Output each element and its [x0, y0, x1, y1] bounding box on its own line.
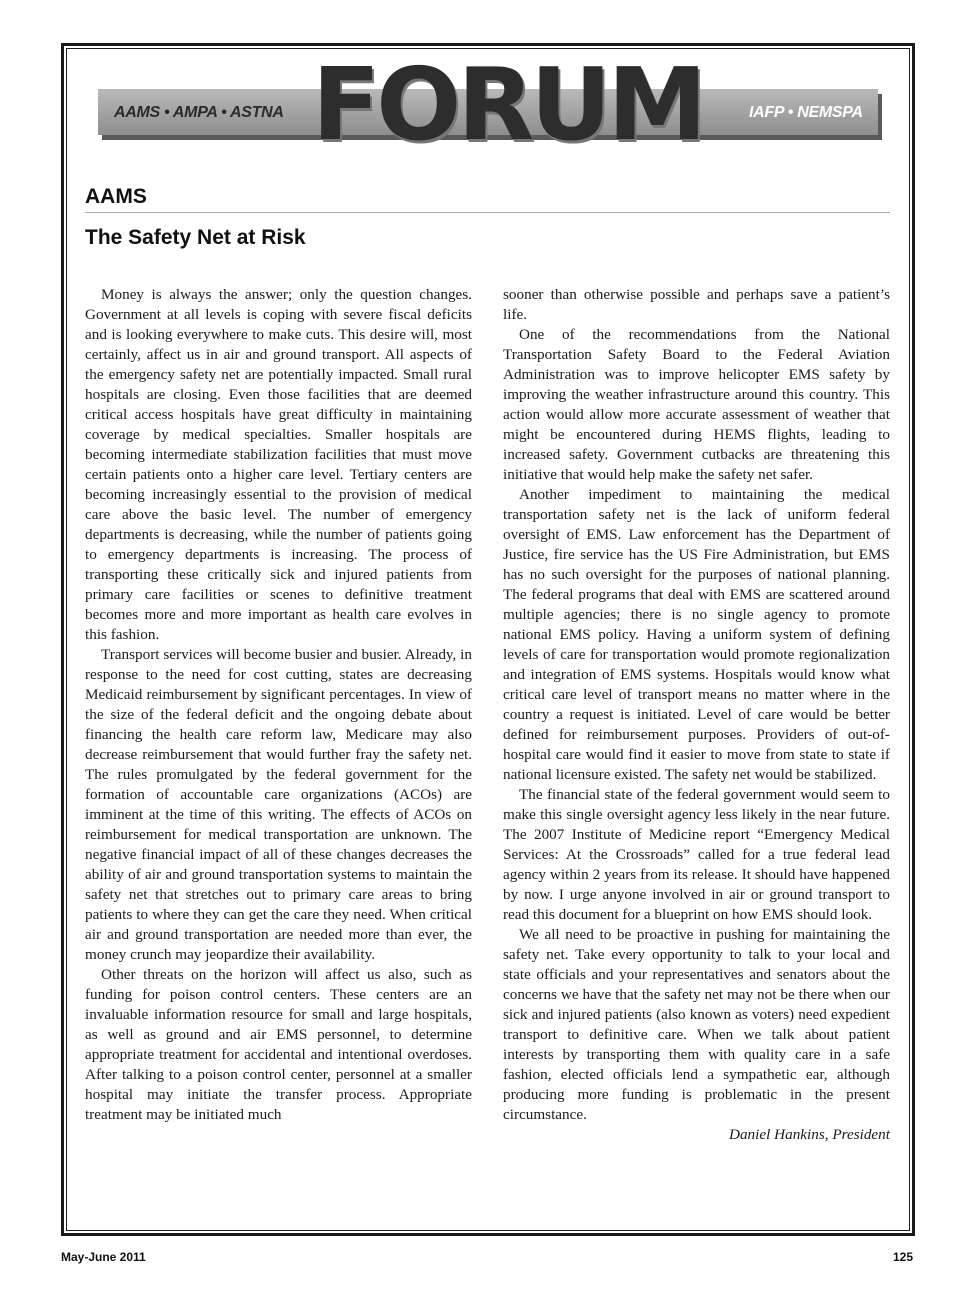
heading-divider	[85, 212, 890, 213]
banner-left-orgs: AAMS • AMPA • ASTNA	[114, 104, 284, 121]
banner-right-orgs: IAFP • NEMSPA	[749, 104, 863, 121]
forum-title: FORUM	[312, 46, 704, 163]
paragraph: Money is always the answer; only the question changes. Government at all levels is coping with severe fiscal deficits and is looking everywhere to make cuts. This desire will, most certainly, affect us in air and ground transport. All aspects of the emergency safety net are potentially impacted. Small rural hospitals are closing. Even those facilities that are deemed critical access hospitals have great difficulty in maintaining coverage by medical specialties. Smaller hospitals are becoming intermediate stabilization facilities that must move certain patients onto a higher care level. Tertiary centers are becoming increasingly essential to the provision of medical care above the basic level. The number of emergency departments is decreasing, while the number of patients going to emergency departments is increasing. The process of transporting these critically sick and injured patients from primary care facilities or scenes to definitive treatment becomes more and more important as health care evolves in this fashion.	[85, 286, 472, 643]
page-number: 125	[893, 1250, 914, 1264]
paragraph: The financial state of the federal government would seem to make this single oversight agency less likely in the near future. The 2007 Institute of Medicine report “Emergency Medical Services: At the Crossroads” called for a true federal lead agency within 2 years from its release. It should have happened by now. I urge anyone involved in air or ground transport to read this document for a blueprint on how EMS should look.	[503, 786, 890, 923]
paragraph-continuation: sooner than otherwise possible and perhaps save a patient’s life.	[503, 286, 890, 323]
paragraph: Another impediment to maintaining the medical transportation safety net is the lack of uniform federal oversight of EMS. Law enforcement has the Department of Justice, fire service has the US Fire Administration, but EMS has no such oversight for the purposes of national planning. The federal programs that deal with EMS are scattered around multiple agencies; there is no single agency to promote national EMS policy. Having a uniform system of defining levels of care for transportation would promote regionalization and integration of EMS systems. Hospitals would know what critical care level of transport means no matter where in the country a request is initiated. Level of care would be better defined for reimbursement purposes. Providers of out-of-hospital care would find it easier to move from state to state if national licensure existed. The safety net would be stabilized.	[503, 486, 890, 783]
author-signature: Daniel Hankins, President	[729, 1126, 890, 1143]
article-column-right	[503, 285, 890, 1145]
paragraph: Transport services will become busier and busier. Already, in response to the need for cost cutting, states are decreasing Medicaid reimbursement by significant percentages. In view of the size of the federal deficit and the ongoing debate about financing the health care reform law, Medicare may also decrease reimbursement that would further fray the safety net. The rules promulgated by the federal government for the formation of accountable care organizations (ACOs) are imminent at the time of this writing. The effects of ACOs on reimbursement for medical transportation are unknown. The negative financial impact of all of these changes decreases the ability of air and ground transportation systems to maintain the safety net that stretches out to primary care areas to bring patients to where they can get the care they need. When critical air and ground transportation are needed more than ever, the money crunch may jeopardize their availability.	[85, 646, 472, 963]
article-column-left	[85, 285, 472, 1125]
issue-date: May-June 2011	[61, 1250, 146, 1264]
section-heading: AAMS	[85, 185, 147, 208]
article-title: The Safety Net at Risk	[85, 226, 306, 249]
paragraph: One of the recommendations from the National Transportation Safety Board to the Federal Aviation Administration was to improve helicopter EMS safety by improving the weather infrastructure around this country. This action would allow more accurate assessment of weather that might be encountered during HEMS flights, leading to increased safety. Government cutbacks are threatening this initiative that would help make the safety net safer.	[503, 326, 890, 483]
paragraph: Other threats on the horizon will affect us also, such as funding for poison control centers. These centers are an invaluable information resource for small and large hospitals, as well as ground and air EMS personnel, to determine appropriate treatment for accidental and intentional overdoses. After talking to a poison control center, personnel at a smaller hospital may initiate the transfer process. Appropriate treatment may be initiated much	[85, 966, 472, 1123]
paragraph: We all need to be proactive in pushing for maintaining the safety net. Take every opportunity to talk to your local and state officials and your representatives and senators about the concerns we have that the safety net may not be there when our sick and injured patients (also known as voters) need expedient transport to definitive care. When we talk about patient interests by transporting them with quality care in a safe fashion, elected officials lend a sympathetic ear, although producing more funding is problematic in the present circumstance.	[503, 926, 890, 1123]
